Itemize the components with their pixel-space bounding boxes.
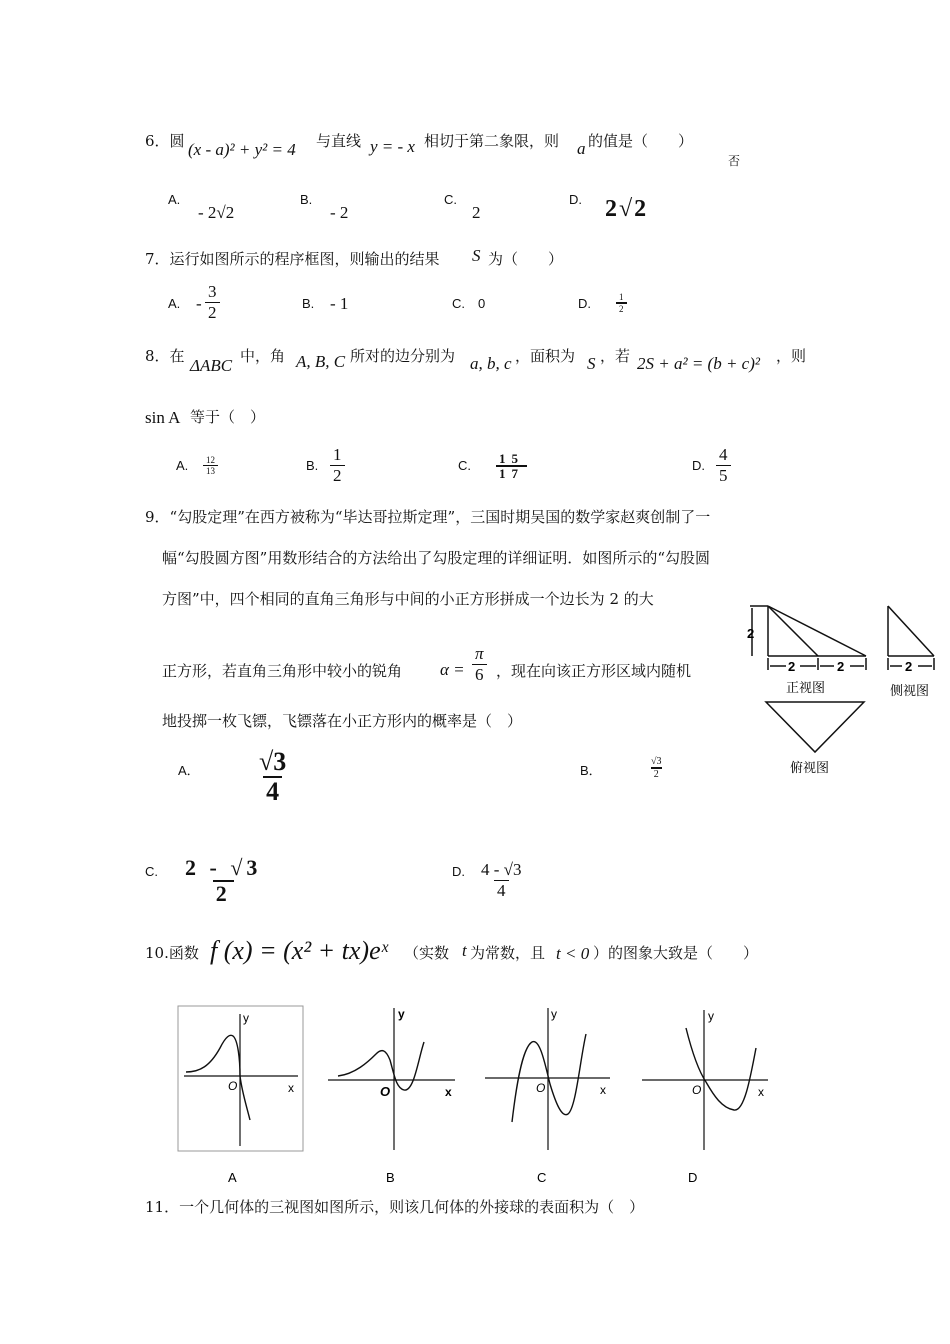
q10-text-3: ）的图象大致是（ ）	[593, 944, 759, 962]
q8-option-c-denominator: 17	[496, 465, 527, 480]
q9-option-d-fraction	[478, 860, 525, 901]
q9-line-2: 幅“勾股圆方图”用数形结合的方法给出了勾股定理的详细证明．如图所示的“勾股圆	[162, 549, 711, 567]
q6-stray-mark: 否	[728, 154, 741, 168]
q9-line-1: 9．“勾股定理”在西方被称为“毕达哥拉斯定理”，三国时期吴国的数学家赵爽创制了一	[145, 508, 711, 526]
graph-c-y-label: y	[551, 1007, 557, 1021]
q7-option-d-numerator: 1	[619, 292, 624, 302]
q8-option-b-denominator: 2	[330, 465, 345, 486]
q6-text-mid1: 与直线	[316, 132, 362, 150]
graph-c-x-label: x	[600, 1083, 606, 1097]
q9-option-c-denominator: 2	[213, 880, 234, 906]
q7-option-d-denominator: 2	[616, 302, 627, 314]
q7-option-a-sign: -	[196, 294, 202, 313]
q10-var-t: t	[462, 941, 467, 960]
graph-b[interactable]	[328, 1007, 455, 1150]
top-view-diagram	[766, 702, 864, 752]
q7-option-d-label: D.	[578, 296, 591, 311]
q6-circle-equation: (x - a)² + y² = 4	[188, 140, 296, 159]
q6-var-a: a	[577, 139, 586, 158]
q8-text-5: ，若	[600, 347, 631, 365]
graph-b-label: B	[386, 1170, 395, 1185]
top-view-label: 俯视图	[790, 760, 830, 775]
q10-text-1: （实数	[404, 944, 450, 962]
q9-angle-fraction	[472, 644, 487, 685]
front-view-width-label-1: 2	[788, 659, 796, 674]
graph-c-label: C	[537, 1170, 547, 1185]
front-view-diagram	[750, 606, 866, 670]
side-view-label: 侧视图	[890, 683, 930, 698]
q8-text-3: 所对的边分别为	[350, 347, 456, 365]
side-view-width-label: 2	[905, 659, 913, 674]
graph-a-origin: O	[228, 1079, 238, 1093]
q10-function: f (x) = (x² + tx)eˣ	[210, 936, 388, 965]
front-view-label: 正视图	[786, 680, 826, 695]
q6-number: 6．圆	[145, 132, 185, 150]
graph-d-label: D	[688, 1170, 698, 1185]
q6-option-d-value: 2√2	[605, 196, 649, 222]
q8-text-7: 等于（ ）	[190, 408, 266, 426]
q9-option-c-label: C.	[145, 864, 158, 879]
q8-option-c-label: C.	[458, 458, 471, 473]
q8-triangle: ΔABC	[190, 356, 233, 375]
q9-option-c-numerator: 2 - √3	[185, 855, 262, 880]
three-views-figure	[738, 596, 943, 786]
q9-option-a-label: A．	[178, 763, 200, 778]
q9-option-a-denominator: 4	[263, 776, 282, 806]
q11-text: 11．一个几何体的三视图如图所示，则该几何体的外接球的表面积为（ ）	[145, 1198, 645, 1216]
q9-option-c-fraction	[182, 856, 264, 906]
q9-option-b-fraction	[648, 756, 665, 780]
q9-option-a-fraction	[256, 748, 289, 806]
q9-alpha: α =	[440, 660, 465, 679]
q9-option-a-numerator: √3	[259, 747, 287, 776]
q8-angles: A, B, C	[296, 352, 346, 371]
q8-sides: a, b, c	[470, 354, 512, 373]
graph-a-label: A	[228, 1170, 237, 1185]
q8-equation: 2S + a² = (b + c)²	[637, 354, 760, 373]
q8-area-s: S	[587, 354, 596, 373]
q8-text-6: ，则	[776, 347, 807, 365]
front-view-width-label-2: 2	[837, 659, 845, 674]
q6-option-c-value: 2	[472, 203, 481, 222]
q10-number: 10.函数	[145, 944, 199, 962]
q7-option-a-fraction	[205, 282, 220, 323]
q6-option-c-label: C.	[444, 192, 457, 207]
graph-a-x-label: x	[288, 1081, 294, 1095]
graph-c-origin: O	[536, 1081, 546, 1095]
q8-option-d-denominator: 5	[716, 465, 731, 486]
q7-option-a-label: A.	[168, 296, 181, 311]
q9-option-b-denominator: 2	[651, 767, 662, 780]
q7-option-d-fraction	[616, 292, 627, 314]
graph-c[interactable]	[485, 1007, 610, 1150]
q8-option-c-fraction	[496, 452, 527, 480]
graph-b-origin: O	[380, 1084, 391, 1099]
q9-angle-denominator: 6	[472, 664, 487, 685]
graph-d-y-label: y	[708, 1009, 714, 1023]
graph-d[interactable]	[642, 1009, 768, 1150]
q9-option-d-denominator: 4	[494, 880, 509, 901]
q7-var-s: S	[472, 246, 481, 265]
q7-option-b-value: - 1	[330, 294, 349, 313]
graph-b-y-label: y	[398, 1007, 405, 1021]
q7-option-c-label: C.	[452, 296, 465, 311]
front-view-height-label: 2	[747, 626, 755, 641]
q6-text-mid2: 相切于第二象限，则	[424, 132, 560, 150]
q7-option-a-numerator: 3	[208, 282, 217, 301]
q8-option-d-label: D.	[692, 458, 705, 473]
graph-a-y-label: y	[243, 1011, 249, 1025]
q6-option-b-value: - 2	[330, 203, 349, 222]
q8-option-a-fraction	[203, 455, 218, 476]
q9-line-5: 地投掷一枚飞镖，飞镖落在小正方形内的概率是（ ）	[162, 712, 523, 730]
q9-line-3: 方图”中，四个相同的直角三角形与中间的小正方形拼成一个边长为 2 的大	[162, 590, 654, 608]
q6-text-tail: 的值是（ ）	[588, 132, 694, 150]
q8-option-d-fraction	[716, 445, 731, 486]
q6-option-d-label: D.	[569, 192, 582, 207]
q8-option-a-denominator: 13	[203, 465, 218, 476]
q9-option-d-numerator: 4 - √3	[481, 860, 522, 879]
q7-option-a-denominator: 2	[205, 302, 220, 323]
graph-d-x-label: x	[758, 1085, 764, 1099]
q9-option-b-label: B．	[580, 763, 602, 778]
q8-option-b-numerator: 1	[333, 445, 342, 464]
q9-option-b-numerator: √3	[651, 756, 662, 767]
q9-line-4a: 正方形，若直角三角形中较小的锐角	[162, 662, 403, 680]
q8-number: 8．在	[145, 347, 185, 365]
q6-option-b-label: B.	[300, 192, 313, 207]
q6-option-a-value: - 2√2	[198, 203, 235, 222]
q8-option-a-label: A.	[176, 458, 189, 473]
q8-text-4: ，面积为	[515, 347, 576, 365]
q8-option-d-numerator: 4	[719, 445, 728, 464]
q6-option-a-label: A.	[168, 192, 181, 207]
q10-condition: t < 0	[556, 944, 590, 963]
q9-angle-numerator: π	[475, 644, 484, 663]
q8-option-b-label: B.	[306, 458, 319, 473]
q8-text-2: 中，角	[240, 347, 286, 365]
graph-a[interactable]	[178, 1006, 303, 1151]
q7-text: 7．运行如图所示的程序框图，则输出的结果	[145, 250, 440, 268]
q8-sina: sin A	[145, 408, 181, 427]
q7-option-b-label: B.	[302, 296, 315, 311]
q9-option-d-label: D.	[452, 864, 465, 879]
q8-option-c-numerator: 15	[499, 451, 524, 466]
q7-option-c-value: 0	[478, 296, 486, 311]
q6-line-equation: y = - x	[370, 137, 415, 156]
q10-text-2: 为常数，且	[470, 944, 546, 962]
q8-option-a-numerator: 12	[206, 455, 215, 465]
graph-b-x-label: x	[445, 1085, 452, 1099]
graph-d-origin: O	[692, 1083, 702, 1097]
q9-line-4b: ，现在向该正方形区域内随机	[496, 662, 692, 680]
q7-text-b: 为（ ）	[488, 250, 564, 268]
q8-option-b-fraction	[330, 445, 345, 486]
q10-graphs	[170, 1000, 780, 1190]
